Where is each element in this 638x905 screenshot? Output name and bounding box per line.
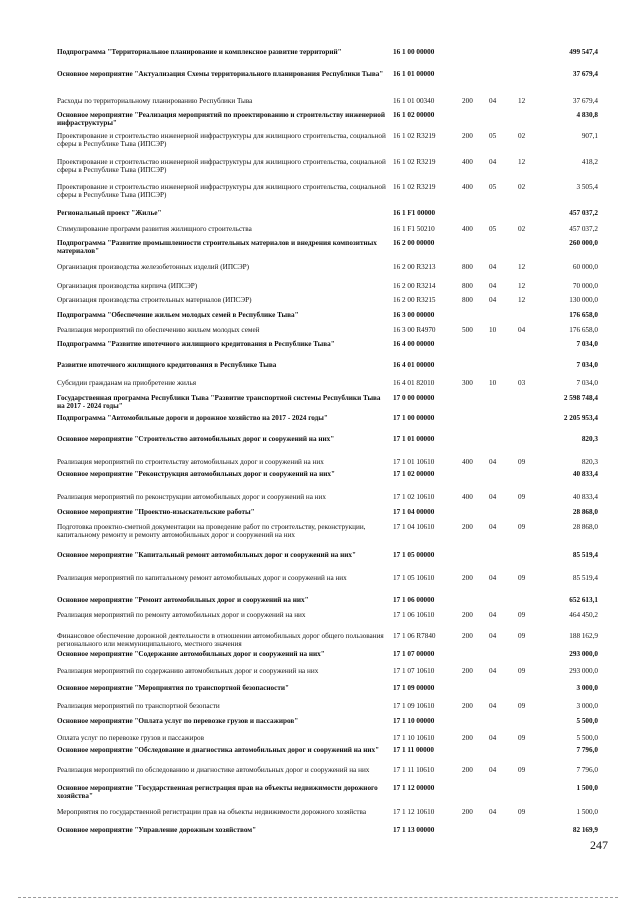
row-code-cell: 16 1 02 R3219: [393, 183, 436, 191]
row-sum-cell: 457 037,2: [569, 225, 598, 233]
row-sum-cell: 5 500,0: [576, 734, 598, 742]
row-name-cell: Основное мероприятие "Оплата услуг по перевозке грузов и пассажиров": [57, 717, 299, 725]
row-name-cell: Организация производства кирпича (ИПСЭР): [57, 282, 198, 290]
row-name-cell: Основное мероприятие "Государственная регистрация прав на объекты недвижимости дорожного хозяйства": [57, 784, 378, 801]
row-section-cell: 10: [489, 326, 497, 334]
row-name-cell: Основное мероприятие "Ремонт автомобильных дорог и сооружений на них": [57, 596, 309, 604]
row-expense-type-cell: 400: [462, 458, 473, 466]
row-sum-cell: 464 450,2: [569, 611, 598, 619]
row-code-cell: 16 4 00 00000: [393, 340, 435, 348]
row-code-cell: 17 1 01 00000: [393, 435, 435, 443]
row-name-cell: Мероприятия по государственной регистрации прав на объекты недвижимости дорожного хозяйства: [57, 808, 367, 816]
row-sum-cell: 7 034,0: [576, 361, 598, 369]
row-name-cell: Основное мероприятие "Содержание автомобильных дорог и сооружений на них": [57, 650, 325, 658]
row-subsection-cell: 02: [518, 183, 526, 191]
row-code-cell: 17 1 11 00000: [393, 746, 434, 754]
row-sum-cell: 37 679,4: [572, 70, 598, 78]
row-code-cell: 17 1 00 00000: [393, 414, 435, 422]
row-sum-cell: 70 000,0: [572, 282, 598, 290]
row-code-cell: 17 1 12 10610: [393, 808, 435, 816]
row-expense-type-cell: 200: [462, 734, 473, 742]
row-sum-cell: 293 000,0: [569, 650, 598, 658]
row-subsection-cell: 09: [518, 632, 526, 640]
row-subsection-cell: 02: [518, 225, 526, 233]
row-name-cell: Стимулирование программ развития жилищного строительства: [57, 225, 252, 233]
row-code-cell: 17 1 10 10610: [393, 734, 435, 742]
row-code-cell: 17 1 06 10610: [393, 611, 435, 619]
row-name-cell: Проектирование и строительство инженерной инфраструктуры для жилищного строительства, социальной сферы в Республике Тыва (ИПСЭР): [57, 183, 386, 200]
row-sum-cell: 40 833,4: [572, 493, 598, 501]
footer-divider: [18, 897, 618, 898]
row-code-cell: 17 1 04 10610: [393, 523, 435, 531]
row-expense-type-cell: 200: [462, 523, 473, 531]
row-code-cell: 16 1 01 00340: [393, 97, 435, 105]
row-sum-cell: 907,1: [581, 132, 598, 140]
row-section-cell: 04: [489, 97, 497, 105]
row-sum-cell: 2 598 748,4: [563, 394, 598, 402]
row-section-cell: 04: [489, 667, 497, 675]
row-subsection-cell: 09: [518, 574, 526, 582]
row-subsection-cell: 12: [518, 282, 526, 290]
row-code-cell: 17 1 09 00000: [393, 684, 435, 692]
row-section-cell: 04: [489, 263, 497, 271]
row-subsection-cell: 09: [518, 808, 526, 816]
row-name-cell: Реализация мероприятий по строительству автомобильных дорог и сооружений на них: [57, 458, 324, 466]
row-expense-type-cell: 400: [462, 225, 473, 233]
row-code-cell: 16 1 01 00000: [393, 70, 435, 78]
row-subsection-cell: 09: [518, 734, 526, 742]
row-expense-type-cell: 200: [462, 766, 473, 774]
row-sum-cell: 176 658,0: [569, 326, 598, 334]
row-subsection-cell: 09: [518, 523, 526, 531]
row-subsection-cell: 09: [518, 611, 526, 619]
row-expense-type-cell: 500: [462, 326, 473, 334]
row-name-cell: Подпрограмма "Обеспечение жильем молодых семей в Республике Тыва": [57, 311, 299, 319]
row-name-cell: Подготовка проектно-сметной документации на проведение работ по строительству, реконструкции, капитальному ремонту и ремонту автомобильных дорог и сооружений на них: [57, 523, 366, 540]
row-name-cell: Организация производства строительных материалов (ИПСЭР): [57, 296, 252, 304]
row-name-cell: Основное мероприятие "Обследование и диагностика автомобильных дорог и сооружений на них": [57, 746, 380, 754]
row-sum-cell: 2 205 953,4: [563, 414, 598, 422]
row-sum-cell: 7 796,0: [576, 766, 598, 774]
row-subsection-cell: 09: [518, 667, 526, 675]
row-sum-cell: 82 169,9: [572, 826, 598, 834]
row-section-cell: 05: [489, 225, 497, 233]
row-expense-type-cell: 400: [462, 158, 473, 166]
row-name-cell: Подпрограмма "Развитие ипотечного жилищного кредитования в Республике Тыва": [57, 340, 335, 348]
row-section-cell: 05: [489, 132, 497, 140]
row-section-cell: 04: [489, 458, 497, 466]
row-subsection-cell: 09: [518, 458, 526, 466]
row-code-cell: 16 2 00 R3215: [393, 296, 436, 304]
row-section-cell: 04: [489, 632, 497, 640]
row-sum-cell: 60 000,0: [572, 263, 598, 271]
row-expense-type-cell: 200: [462, 611, 473, 619]
row-expense-type-cell: 200: [462, 574, 473, 582]
row-name-cell: Государственная программа Республики Тыва "Развитие транспортной системы Республики Тыва на 2017 - 2024 годы": [57, 394, 381, 411]
row-name-cell: Реализация мероприятий по реконструкции автомобильных дорог и сооружений на них: [57, 493, 326, 501]
row-code-cell: 16 2 00 00000: [393, 239, 435, 247]
row-code-cell: 16 1 F1 50210: [393, 225, 435, 233]
row-code-cell: 17 1 02 10610: [393, 493, 435, 501]
row-expense-type-cell: 800: [462, 263, 473, 271]
row-name-cell: Реализация мероприятий по ремонту автомобильных дорог и сооружений на них: [57, 611, 306, 619]
row-code-cell: 17 1 02 00000: [393, 470, 435, 478]
row-subsection-cell: 09: [518, 766, 526, 774]
row-code-cell: 17 1 13 00000: [393, 826, 435, 834]
row-code-cell: 17 1 09 10610: [393, 702, 435, 710]
row-expense-type-cell: 200: [462, 808, 473, 816]
row-sum-cell: 5 500,0: [576, 717, 598, 725]
row-code-cell: 17 1 07 10610: [393, 667, 435, 675]
row-subsection-cell: 12: [518, 263, 526, 271]
row-name-cell: Реализация мероприятий по обеспечению жильем молодых семей: [57, 326, 260, 334]
row-name-cell: Финансовое обеспечение дорожной деятельности в отношении автомобильных дорог общего пользования регионального или межмуниципального, местного значения: [57, 632, 384, 649]
row-name-cell: Основное мероприятие "Реконструкция автомобильных дорог и сооружений на них": [57, 470, 335, 478]
row-code-cell: 17 1 01 10610: [393, 458, 435, 466]
row-expense-type-cell: 400: [462, 183, 473, 191]
row-sum-cell: 28 868,0: [572, 523, 598, 531]
row-sum-cell: 85 519,4: [572, 551, 598, 559]
row-section-cell: 04: [489, 702, 497, 710]
row-sum-cell: 7 034,0: [576, 340, 598, 348]
row-subsection-cell: 12: [518, 158, 526, 166]
row-code-cell: 17 1 07 00000: [393, 650, 435, 658]
row-sum-cell: 7 034,0: [576, 379, 598, 387]
row-name-cell: Реализация мероприятий по содержанию автомобильных дорог и сооружений на них: [57, 667, 319, 675]
row-sum-cell: 4 830,8: [576, 111, 598, 119]
row-section-cell: 04: [489, 296, 497, 304]
row-sum-cell: 820,3: [581, 435, 598, 443]
row-name-cell: Основное мероприятие "Реализация мероприятий по проектированию и строительству инженерной инфраструктуры": [57, 111, 385, 128]
row-name-cell: Региональный проект "Жилье": [57, 209, 162, 217]
row-name-cell: Основное мероприятие "Проектно-изыскательские работы": [57, 508, 255, 516]
row-code-cell: 17 0 00 00000: [393, 394, 435, 402]
row-expense-type-cell: 200: [462, 702, 473, 710]
row-subsection-cell: 09: [518, 493, 526, 501]
row-sum-cell: 1 500,0: [576, 784, 598, 792]
row-section-cell: 05: [489, 183, 497, 191]
row-sum-cell: 3 000,0: [576, 702, 598, 710]
row-code-cell: 17 1 12 00000: [393, 784, 435, 792]
row-expense-type-cell: 800: [462, 282, 473, 290]
row-section-cell: 04: [489, 493, 497, 501]
row-code-cell: 16 1 00 00000: [393, 48, 435, 56]
row-section-cell: 04: [489, 611, 497, 619]
row-sum-cell: 260 000,0: [569, 239, 598, 247]
row-code-cell: 16 1 02 R3219: [393, 158, 436, 166]
row-name-cell: Субсидии гражданам на приобретение жилья: [57, 379, 197, 387]
row-code-cell: 17 1 06 00000: [393, 596, 435, 604]
row-expense-type-cell: 300: [462, 379, 473, 387]
row-section-cell: 04: [489, 158, 497, 166]
row-sum-cell: 1 500,0: [576, 808, 598, 816]
row-sum-cell: 457 037,2: [569, 209, 598, 217]
row-subsection-cell: 09: [518, 702, 526, 710]
row-name-cell: Основное мероприятие "Мероприятия по транспортной безопасности": [57, 684, 289, 692]
row-name-cell: Основное мероприятие "Управление дорожным хозяйством": [57, 826, 257, 834]
row-sum-cell: 28 868,0: [572, 508, 598, 516]
row-code-cell: 17 1 10 00000: [393, 717, 435, 725]
row-name-cell: Проектирование и строительство инженерной инфраструктуры для жилищного строительства, социальной сферы в Республике Тыва (ИПСЭР): [57, 132, 386, 149]
row-name-cell: Проектирование и строительство инженерной инфраструктуры для жилищного строительства, социальной сферы в Республике Тыва (ИПСЭР): [57, 158, 386, 175]
row-expense-type-cell: 200: [462, 97, 473, 105]
row-expense-type-cell: 200: [462, 667, 473, 675]
row-sum-cell: 820,3: [581, 458, 598, 466]
row-expense-type-cell: 800: [462, 296, 473, 304]
row-code-cell: 17 1 04 00000: [393, 508, 435, 516]
row-name-cell: Подпрограмма "Развитие промышленности строительных материалов и внедрения композитных материалов": [57, 239, 377, 256]
row-code-cell: 17 1 11 10610: [393, 766, 435, 774]
row-code-cell: 16 4 01 00000: [393, 361, 435, 369]
row-section-cell: 04: [489, 282, 497, 290]
row-sum-cell: 293 000,0: [569, 667, 598, 675]
row-subsection-cell: 03: [518, 379, 526, 387]
row-name-cell: Подпрограмма "Территориальное планирование и комплексное развитие территорий": [57, 48, 342, 56]
row-subsection-cell: 02: [518, 132, 526, 140]
row-code-cell: 16 3 00 R4970: [393, 326, 436, 334]
row-code-cell: 16 2 00 R3214: [393, 282, 436, 290]
row-name-cell: Развитие ипотечного жилищного кредитования в Республике Тыва: [57, 361, 277, 369]
row-section-cell: 04: [489, 574, 497, 582]
row-section-cell: 04: [489, 734, 497, 742]
row-code-cell: 16 2 00 R3213: [393, 263, 436, 271]
row-code-cell: 16 4 01 82010: [393, 379, 435, 387]
row-name-cell: Организация производства железобетонных изделий (ИПСЭР): [57, 263, 249, 271]
row-subsection-cell: 12: [518, 97, 526, 105]
row-section-cell: 10: [489, 379, 497, 387]
row-subsection-cell: 04: [518, 326, 526, 334]
row-expense-type-cell: 200: [462, 132, 473, 140]
row-subsection-cell: 12: [518, 296, 526, 304]
row-code-cell: 16 1 02 00000: [393, 111, 435, 119]
row-section-cell: 04: [489, 523, 497, 531]
row-name-cell: Основное мероприятие "Строительство автомобильных дорог и сооружений на них": [57, 435, 335, 443]
row-code-cell: 17 1 05 10610: [393, 574, 435, 582]
row-sum-cell: 130 000,0: [569, 296, 598, 304]
row-code-cell: 16 1 F1 00000: [393, 209, 436, 217]
row-sum-cell: 85 519,4: [572, 574, 598, 582]
row-section-cell: 04: [489, 766, 497, 774]
row-name-cell: Реализация мероприятий по транспортной безопасти: [57, 702, 220, 710]
row-code-cell: 16 1 02 R3219: [393, 132, 436, 140]
row-section-cell: 04: [489, 808, 497, 816]
row-name-cell: Основное мероприятие "Капитальный ремонт автомобильных дорог и сооружений на них": [57, 551, 357, 559]
row-sum-cell: 3 000,0: [576, 684, 598, 692]
row-code-cell: 16 3 00 00000: [393, 311, 435, 319]
row-sum-cell: 7 796,0: [576, 746, 598, 754]
row-name-cell: Реализация мероприятий по обследованию и диагностике автомобильных дорог и сооружений на них: [57, 766, 370, 774]
row-sum-cell: 418,2: [581, 158, 598, 166]
row-name-cell: Подпрограмма "Автомобильные дороги и дорожное хозяйство на 2017 - 2024 годы": [57, 414, 328, 422]
row-name-cell: Основное мероприятие "Актуализация Схемы территориального планирования Республики Тыва": [57, 70, 384, 78]
row-name-cell: Расходы по территориальному планированию Республики Тыва: [57, 97, 253, 105]
row-sum-cell: 37 679,4: [572, 97, 598, 105]
row-sum-cell: 40 833,4: [572, 470, 598, 478]
row-expense-type-cell: 200: [462, 632, 473, 640]
row-name-cell: Реализация мероприятий по капитальному ремонт автомобильных дорог и сооружений на них: [57, 574, 347, 582]
row-name-cell: Оплата услуг по перевозке грузов и пассажиров: [57, 734, 205, 742]
row-sum-cell: 652 613,1: [569, 596, 598, 604]
row-code-cell: 17 1 06 R7840: [393, 632, 436, 640]
row-expense-type-cell: 400: [462, 493, 473, 501]
row-sum-cell: 499 547,4: [569, 48, 598, 56]
row-code-cell: 17 1 05 00000: [393, 551, 435, 559]
page-number: 247: [590, 838, 608, 852]
row-sum-cell: 3 505,4: [576, 183, 598, 191]
row-sum-cell: 188 162,9: [569, 632, 598, 640]
row-sum-cell: 176 658,0: [569, 311, 598, 319]
